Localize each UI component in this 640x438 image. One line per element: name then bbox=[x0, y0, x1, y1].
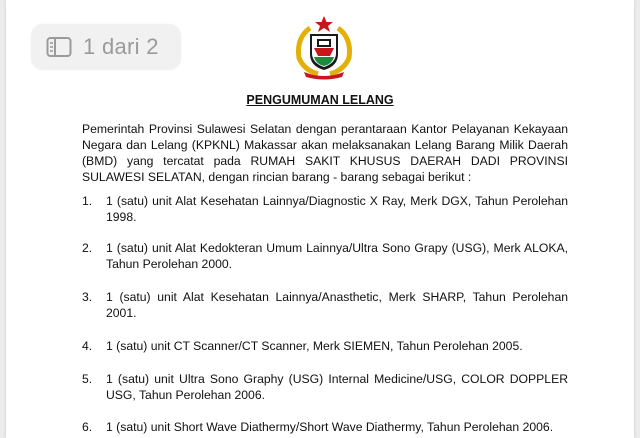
intro-paragraph: Pemerintah Provinsi Sulawesi Selatan dengan perantaraan Kantor Pelayanan Kekayaan Negara dan Lelang (KPKNL) Makassar akan melaksanakan Lelang Barang Milik Daerah (BMD) yang tercatat pada RUMAH SAKIT KHUSUS DAERAH DADI PROVINSI SULAWESI SELATAN, dengan rincian barang - barang sebagai berikut : bbox=[82, 122, 568, 184]
list-item bbox=[82, 338, 568, 354]
item-text: 1 (satu) unit CT Scanner/CT Scanner, Merk SIEMEN, Tahun Perolehan 2005. bbox=[106, 339, 523, 353]
list-item bbox=[82, 240, 568, 272]
title-text: PENGUMUMAN LELANG bbox=[246, 93, 394, 107]
provincial-emblem-logo bbox=[290, 14, 358, 80]
sidebar-panel-icon[interactable] bbox=[46, 36, 72, 58]
item-text: 1 (satu) unit Short Wave Diathermy/Short Wave Diathermy, Tahun Perolehan 2006. bbox=[106, 420, 554, 434]
item-text: 1 (satu) unit Alat Kesehatan Lainnya/Diagnostic X Ray, Merk DGX, Tahun Perolehan 1998. bbox=[106, 194, 568, 224]
page-indicator-text: 1 dari 2 bbox=[83, 34, 159, 59]
page-indicator[interactable] bbox=[31, 24, 181, 70]
item-text: 1 (satu) unit Alat Kedokteran Umum Lainnya/Ultra Sono Grapy (USG), Merk ALOKA, Tahun Perolehan 2000. bbox=[106, 241, 568, 271]
item-number: 1. bbox=[82, 194, 93, 208]
list-item bbox=[82, 289, 568, 321]
item-number: 2. bbox=[82, 241, 93, 255]
page-title bbox=[6, 93, 634, 107]
item-text: 1 (satu) unit Ultra Sono Graphy (USG) Internal Medicine/USG, COLOR DOPPLER USG, Tahun Perolehan 2006. bbox=[106, 372, 568, 402]
list-item bbox=[82, 193, 568, 225]
item-text: 1 (satu) unit Alat Kesehatan Lainnya/Anasthetic, Merk SHARP, Tahun Perolehan 2001. bbox=[106, 290, 568, 320]
list-item bbox=[82, 419, 568, 435]
item-number: 4. bbox=[82, 339, 93, 353]
item-number: 5. bbox=[82, 372, 93, 386]
list-item bbox=[82, 371, 568, 403]
item-number: 3. bbox=[82, 290, 93, 304]
item-number: 6. bbox=[82, 420, 93, 434]
